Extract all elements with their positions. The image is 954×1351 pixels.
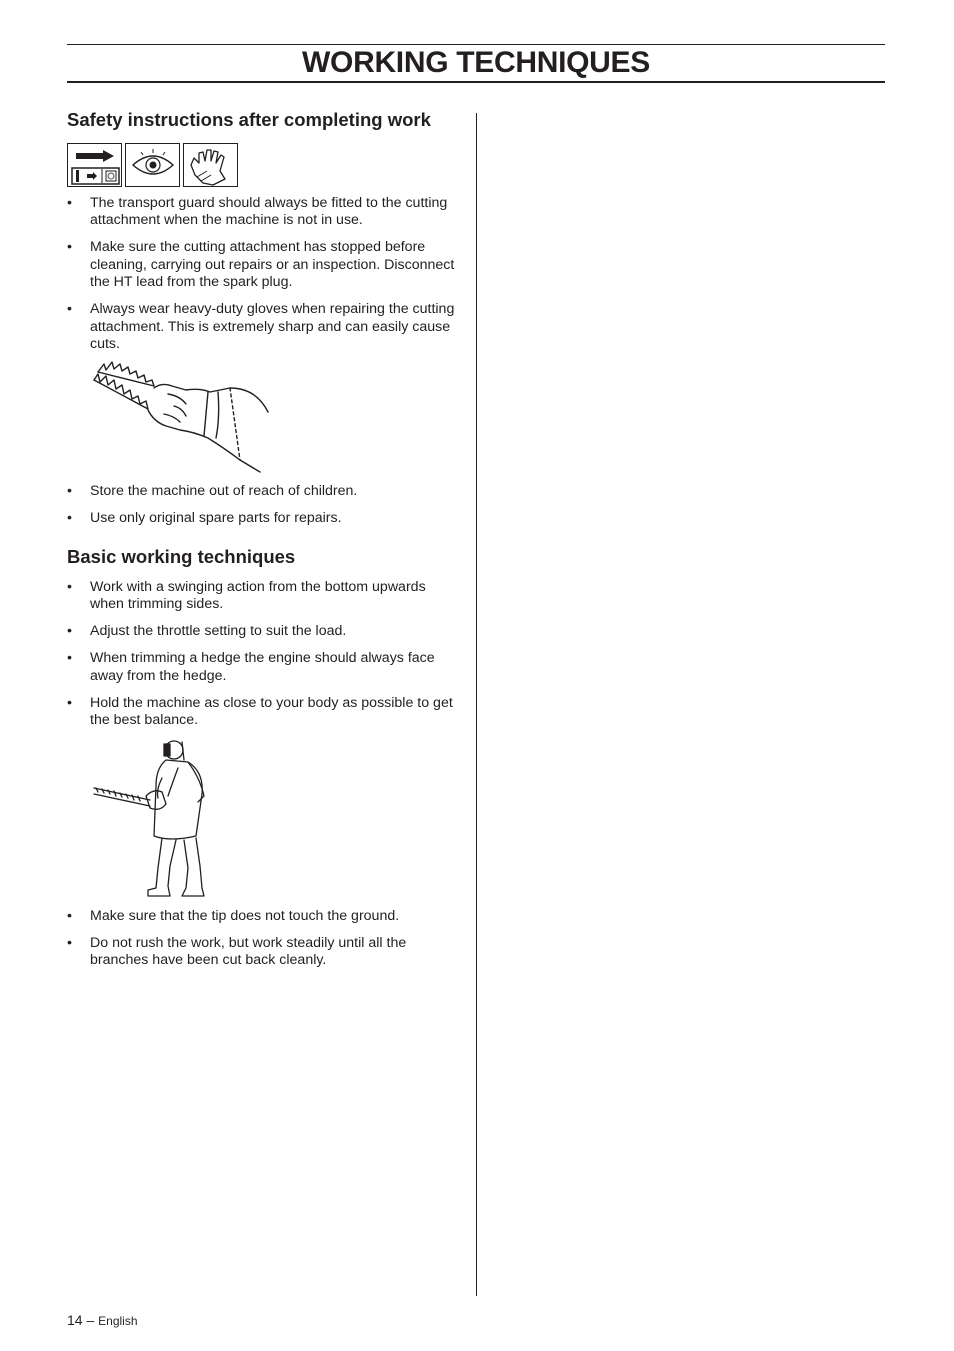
header-bottom-rule [67,81,885,83]
gloved-hand-illustration [90,358,272,478]
list-item: • Store the machine out of reach of children. [67,483,459,500]
basic-heading: Basic working techniques [67,546,296,567]
list-item: • Make sure the cutting attachment has stopped before cleaning, carrying out repairs or an inspection. Disconnect the HT lead from the spark plug. [67,239,459,291]
list-item: • Make sure that the tip does not touch the ground. [67,908,459,925]
list-item: • The transport guard should always be fitted to the cutting attachment when the machine is not in use. [67,195,459,230]
page-title: WORKING TECHNIQUES [302,46,650,79]
list-item: • When trimming a hedge the engine should always face away from the hedge. [67,650,459,685]
list-item: • Always wear heavy-duty gloves when repairing the cutting attachment. This is extremely sharp and can easily cause cuts. [67,301,459,353]
basic-list-a [67,579,459,739]
list-item: • Work with a swinging action from the bottom upwards when trimming sides. [67,579,459,614]
list-item: • Do not rush the work, but work steadily until all the branches have been cut back cleanly. [67,935,459,970]
column-divider [476,113,477,1296]
footer-language: English [98,1314,138,1328]
manual-arrow-icon [67,143,122,187]
glove-icon [183,143,238,187]
list-item: • Hold the machine as close to your body as possible to get the best balance. [67,695,459,730]
operator-illustration [92,738,212,905]
page-footer [67,1312,138,1328]
safety-list-b [67,483,459,537]
eye-protection-icon [125,143,180,187]
safety-list-a [67,195,459,363]
page-number: 14 – [67,1312,95,1328]
list-item: • Adjust the throttle setting to suit the load. [67,623,459,640]
basic-list-b [67,908,459,979]
safety-heading: Safety instructions after completing work [67,109,431,130]
list-item: • Use only original spare parts for repairs. [67,510,459,527]
safety-icons [67,143,238,187]
